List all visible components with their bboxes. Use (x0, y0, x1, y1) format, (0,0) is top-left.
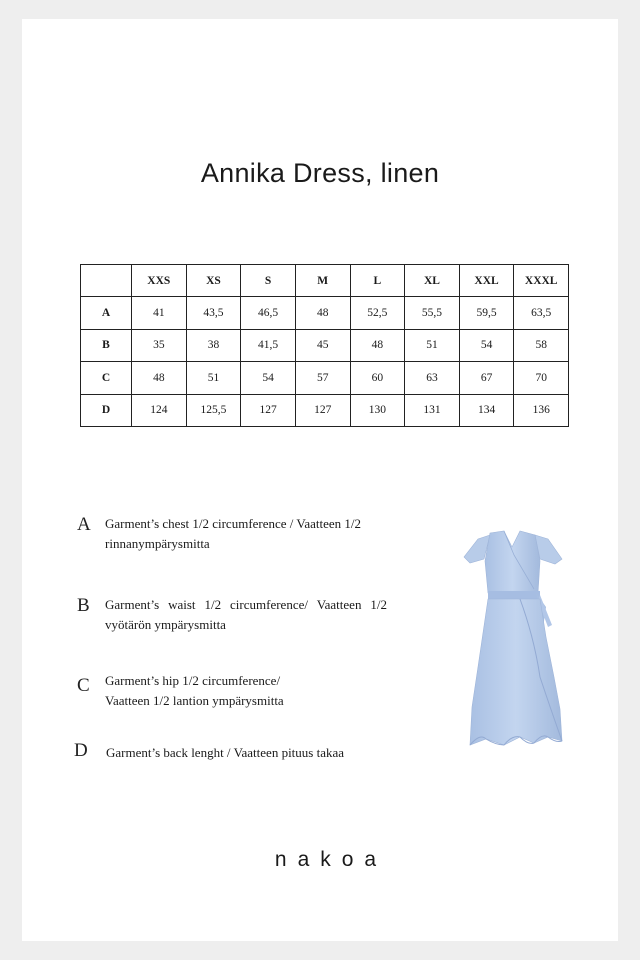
legend-letter: C (77, 675, 90, 696)
legend-line: Garment’s back lenght / Vaatteen pituus takaa (106, 745, 345, 760)
legend-letter: D (74, 740, 88, 761)
table-cell: 46,5 (241, 297, 296, 329)
measurement-label: D (81, 394, 132, 426)
size-chart-table (80, 264, 569, 427)
size-header: XL (405, 265, 460, 297)
table-cell: 124 (132, 394, 187, 426)
table-cell: 51 (405, 329, 460, 361)
legend-item-a (77, 514, 397, 558)
measurement-label: A (81, 297, 132, 329)
table-row (81, 329, 569, 361)
measurement-label: C (81, 362, 132, 394)
legend-item-c (77, 671, 397, 715)
size-header: S (241, 265, 296, 297)
page-title: Annika Dress, linen (200, 158, 440, 188)
size-header: M (295, 265, 350, 297)
table-row (81, 394, 569, 426)
measurement-label: B (81, 329, 132, 361)
legend-line: Vaatteen 1/2 lantion ympärysmitta (105, 693, 284, 708)
legend-description (105, 514, 387, 554)
table-cell: 51 (186, 362, 241, 394)
legend-letter: B (77, 595, 90, 616)
table-cell: 59,5 (459, 297, 514, 329)
table-cell: 136 (514, 394, 569, 426)
table-cell: 41 (132, 297, 187, 329)
table-cell: 58 (514, 329, 569, 361)
size-header: XXL (459, 265, 514, 297)
legend-item-d (74, 740, 394, 764)
table-cell: 55,5 (405, 297, 460, 329)
table-cell: 63,5 (514, 297, 569, 329)
legend-letter: A (77, 514, 91, 535)
table-cell: 48 (295, 297, 350, 329)
brand-logo: nakoa (274, 848, 388, 871)
table-cell: 45 (295, 329, 350, 361)
dress-illustration-icon (460, 527, 565, 752)
table-cell: 125,5 (186, 394, 241, 426)
table-cell: 41,5 (241, 329, 296, 361)
legend-item-b (77, 595, 397, 639)
table-cell: 48 (350, 329, 405, 361)
legend-description (105, 595, 387, 635)
table-corner-cell (81, 265, 132, 297)
table-header-row (81, 265, 569, 297)
table-cell: 60 (350, 362, 405, 394)
table-cell: 63 (405, 362, 460, 394)
table-cell: 48 (132, 362, 187, 394)
table-cell: 131 (405, 394, 460, 426)
size-header: XS (186, 265, 241, 297)
table-cell: 127 (241, 394, 296, 426)
legend-line: vyötärön ympärysmitta (105, 617, 226, 632)
legend-line: rinnanympärysmitta (105, 536, 210, 551)
table-cell: 127 (295, 394, 350, 426)
size-header: L (350, 265, 405, 297)
legend-line: Garment’s hip 1/2 circumference/ (105, 673, 281, 688)
table-cell: 52,5 (350, 297, 405, 329)
table-cell: 43,5 (186, 297, 241, 329)
table-row (81, 362, 569, 394)
table-cell: 134 (459, 394, 514, 426)
table-cell: 35 (132, 329, 187, 361)
size-header: XXXL (514, 265, 569, 297)
size-header: XXS (132, 265, 187, 297)
table-cell: 54 (241, 362, 296, 394)
legend-line: Garment’s waist 1/2 circumference/ Vaatteen 1/2 (105, 597, 387, 612)
legend-description (106, 743, 388, 763)
table-cell: 54 (459, 329, 514, 361)
table-cell: 70 (514, 362, 569, 394)
table-cell: 67 (459, 362, 514, 394)
table-row (81, 297, 569, 329)
table-cell: 38 (186, 329, 241, 361)
legend-line: Garment’s chest 1/2 circumference / Vaatteen 1/2 (105, 516, 362, 531)
table-cell: 57 (295, 362, 350, 394)
legend-description (105, 671, 387, 711)
table-cell: 130 (350, 394, 405, 426)
